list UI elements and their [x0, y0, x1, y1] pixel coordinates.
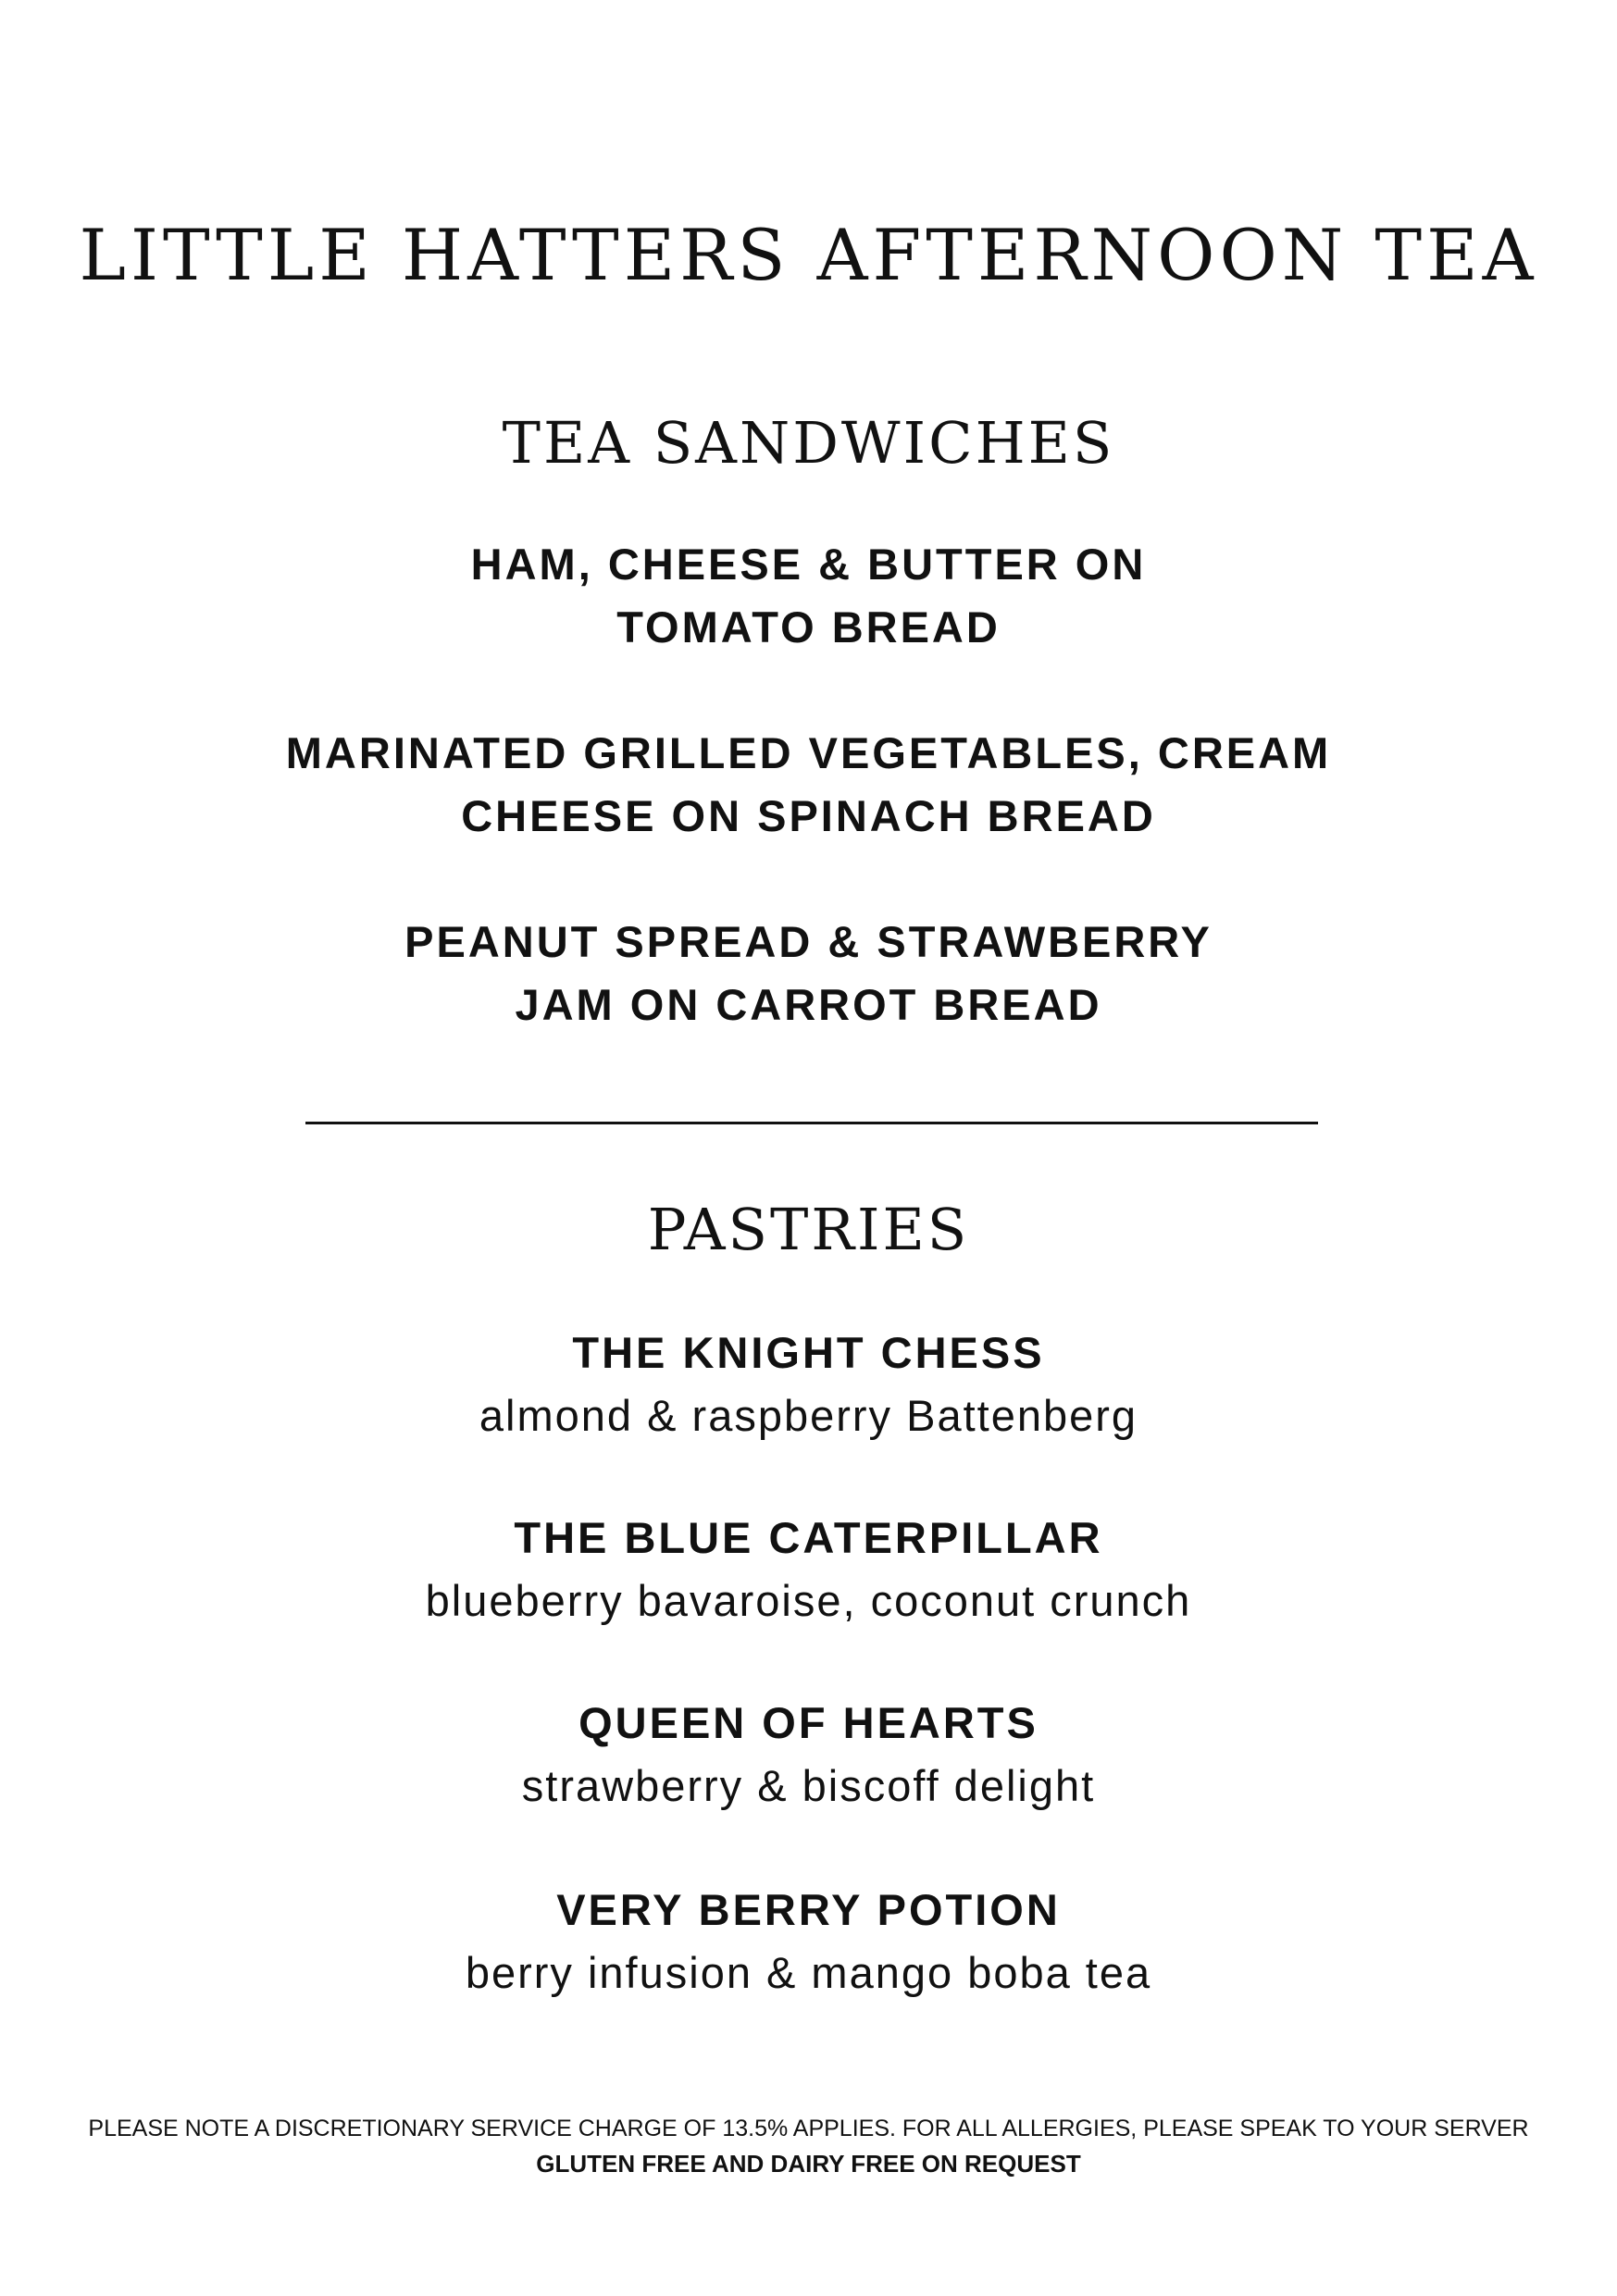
sandwich-item-line: PEANUT SPREAD & STRAWBERRY: [404, 917, 1213, 966]
pastry-description: almond & raspberry Battenberg: [479, 1391, 1138, 1440]
sandwich-item-line: HAM, CHEESE & BUTTER ON: [470, 540, 1147, 589]
section-divider: [305, 1122, 1318, 1124]
service-charge-note: PLEASE NOTE A DISCRETIONARY SERVICE CHARGE OF 13.5% APPLIES. FOR ALL ALLERGIES, PLEASE SPEAK TO YOUR SERVER: [88, 2116, 1529, 2141]
page-title: LITTLE HATTERS AFTERNOON TEA: [79, 214, 1538, 296]
pastry-name: VERY BERRY POTION: [556, 1885, 1061, 1934]
sandwich-item: [0, 533, 1617, 659]
pastry-name: QUEEN OF HEARTS: [578, 1698, 1039, 1747]
sandwich-item-line: MARINATED GRILLED VEGETABLES, CREAM: [285, 728, 1332, 777]
pastry-description: blueberry bavaroise, coconut crunch: [425, 1576, 1192, 1625]
sandwich-item-line: JAM ON CARROT BREAD: [515, 980, 1102, 1029]
sandwich-item: [0, 911, 1617, 1036]
sandwich-item: [0, 722, 1617, 848]
sandwich-item-line: TOMATO BREAD: [616, 602, 1001, 652]
section-heading-sandwiches: TEA SANDWICHES: [502, 409, 1115, 477]
dietary-note: GLUTEN FREE AND DAIRY FREE ON REQUEST: [536, 2150, 1081, 2178]
pastry-description: berry infusion & mango boba tea: [465, 1948, 1152, 1997]
pastry-name: THE BLUE CATERPILLAR: [514, 1513, 1103, 1562]
sandwich-item-line: CHEESE ON SPINACH BREAD: [461, 791, 1156, 840]
pastry-name: THE KNIGHT CHESS: [572, 1328, 1045, 1377]
pastry-description: strawberry & biscoff delight: [521, 1761, 1096, 1810]
section-heading-pastries: PASTRIES: [647, 1196, 970, 1263]
